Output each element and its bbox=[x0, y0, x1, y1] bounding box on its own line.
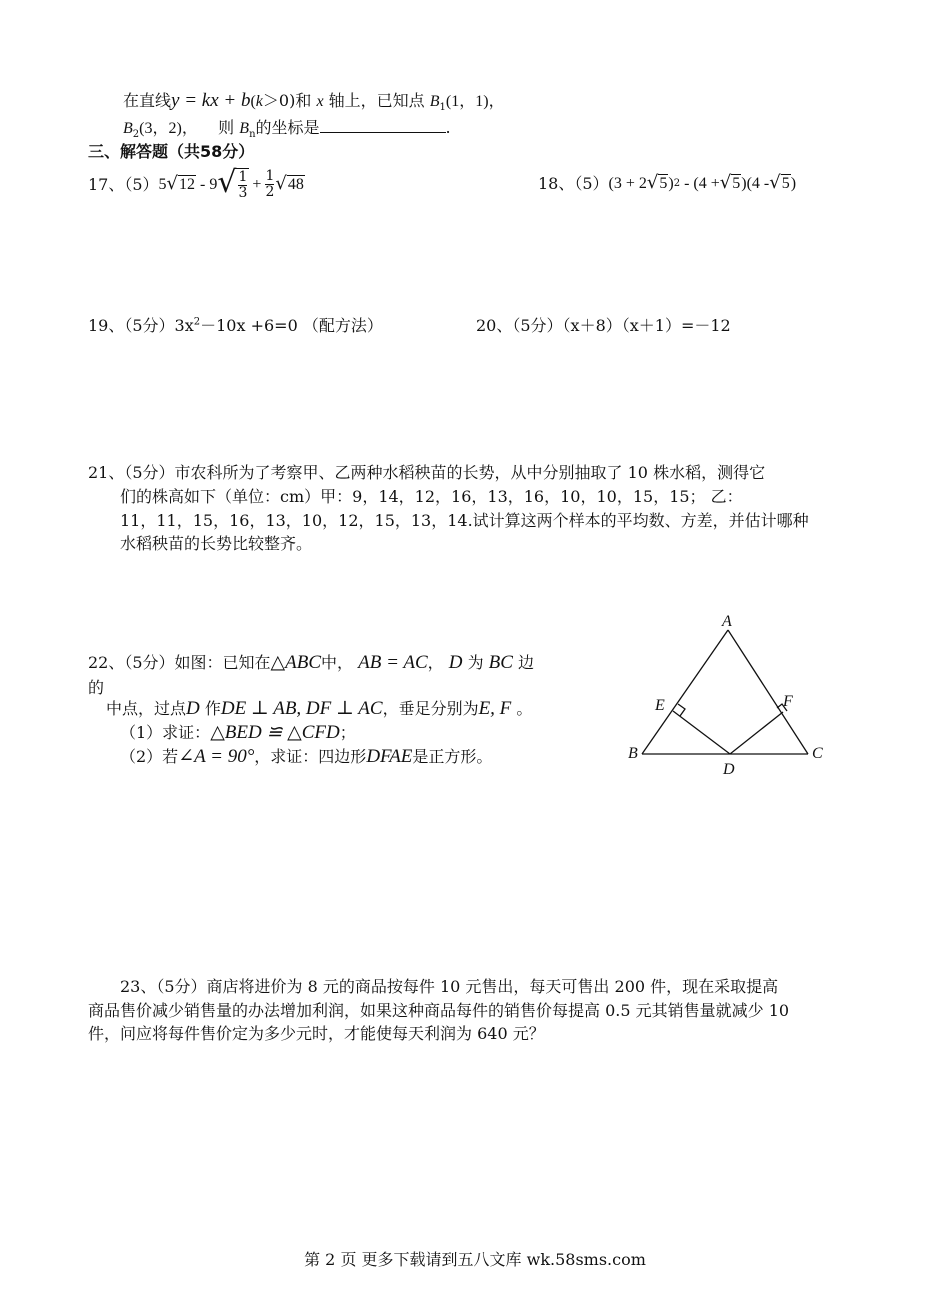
q18-sqrt-1: √ 5 bbox=[646, 172, 668, 194]
q23-line-1: 23、（5分）商店将进价为 8 元的商品按每件 10 元售出，每天可售出 200 件，现在采取提高 bbox=[120, 977, 779, 996]
q23-line-2: 商品售价减少销售量的办法增加利润，如果这种商品每件的销售价每提高 0.5 元其销售量就减少 10 bbox=[88, 1001, 790, 1020]
q17-f1-num: 1 bbox=[238, 169, 248, 185]
q18-radicand-3: 5 bbox=[781, 175, 790, 193]
q18-part-1: (3 + 2 bbox=[608, 175, 647, 192]
q22-number: 22、（5分）如图：已知在 bbox=[88, 653, 271, 672]
q18 bbox=[538, 174, 796, 193]
q17-coef-2: 9 bbox=[209, 175, 218, 193]
q18-part-3-end: ) bbox=[790, 175, 797, 192]
q22-p2-end: 是正方形。 bbox=[412, 747, 493, 766]
segment-df bbox=[730, 712, 783, 754]
q19-square: 2 bbox=[193, 316, 201, 328]
q18-square: 2 bbox=[673, 177, 681, 189]
q16-line-1 bbox=[123, 90, 505, 114]
q22-l3-d: D bbox=[186, 698, 200, 719]
q21-line-4: 水稻秧苗的长势比较整齐。 bbox=[120, 534, 313, 553]
label-a: A bbox=[722, 613, 732, 630]
q16-b2-val: (3，2)， bbox=[139, 120, 198, 137]
q18-number: 18、（5） bbox=[538, 174, 609, 193]
q18-radicand-1: 5 bbox=[659, 175, 668, 193]
triangle-figure bbox=[620, 608, 840, 788]
q18-part-2: - (4 + bbox=[684, 175, 720, 192]
q22-triangle: △ABC bbox=[270, 652, 322, 673]
q22-line-1 bbox=[88, 652, 534, 675]
q16-bn-label: B bbox=[239, 120, 250, 137]
q22-l3-c: ，垂足分别为 bbox=[382, 699, 479, 718]
q22-part-2 bbox=[120, 746, 492, 769]
q16-cond-rest: ＞0)和 bbox=[262, 91, 312, 110]
answer-blank bbox=[320, 118, 446, 133]
q20: 20、（5分）（x＋8）（x＋1）=－12 bbox=[476, 316, 731, 335]
q22-line-2: 的 bbox=[88, 678, 105, 697]
q18-part-3: )(4 - bbox=[741, 175, 770, 192]
q21-line-1: 21、（5分）市农科所为了考察甲、乙两种水稻秧苗的长势，从中分别抽取了 10 株水稻，测得它 bbox=[88, 463, 766, 482]
q16-b1-label: B bbox=[429, 93, 440, 110]
page-footer: 第 2 页 更多下载请到五八文库 wk.58sms.com bbox=[304, 1250, 646, 1269]
q22-p2-quad: DFAE bbox=[366, 746, 413, 767]
q22-p2-a: （2）若 bbox=[120, 747, 179, 766]
q16-suffix: 轴上，已知点 bbox=[328, 91, 425, 110]
segment-de bbox=[673, 711, 730, 754]
q17-number: 17、（5） bbox=[88, 174, 159, 194]
label-c: C bbox=[812, 745, 823, 762]
q17-f2-den: 2 bbox=[265, 183, 275, 200]
q22-p2-b: ，求证：四边形 bbox=[254, 747, 367, 766]
q16-end: . bbox=[445, 118, 451, 137]
q17-op-1: - bbox=[200, 175, 206, 193]
q22-p2-angle: ∠A = 90° bbox=[178, 746, 255, 767]
q16-equation: y = kx + b bbox=[171, 90, 251, 111]
q22-l3-end: 。 bbox=[516, 699, 533, 718]
q16-cond-var: k bbox=[255, 93, 263, 110]
q16-b1-sub: 1 bbox=[439, 102, 446, 114]
q22-bc: BC bbox=[488, 652, 513, 673]
q16-line-2 bbox=[123, 118, 451, 141]
label-d: D bbox=[723, 761, 735, 778]
q22-ab-ac: AB = AC bbox=[358, 652, 428, 673]
q21-line-3: 11，11，15，16，13，10，12，15，13，14.试计算这两个样本的平均数、方差，并估计哪种 bbox=[120, 511, 809, 530]
q19-rest: －10x +6=0 （配方法） bbox=[200, 316, 383, 335]
q22-comma: ， bbox=[427, 653, 444, 672]
q22-mid: 中， bbox=[321, 653, 354, 672]
q16-b1-val: (1，1)， bbox=[445, 93, 505, 110]
q17-fraction-1 bbox=[238, 170, 247, 200]
label-f: F bbox=[783, 693, 793, 710]
q16-then: 则 bbox=[218, 118, 235, 137]
q17-sqrt-1: √ 12 bbox=[166, 172, 196, 194]
q18-radicand-2: 5 bbox=[732, 175, 741, 193]
q17-sqrt-frac: √ $\frac{1}{3}$ bbox=[217, 165, 248, 201]
right-angle-mark-e bbox=[678, 704, 685, 716]
q17-f2-num: 1 bbox=[265, 168, 275, 184]
q16-axis-var: x bbox=[316, 93, 324, 110]
q22-l3-ef: E, F bbox=[478, 698, 512, 719]
q18-part-1-end: ) bbox=[668, 175, 674, 192]
q19-text: 19、（5分）3x bbox=[88, 316, 194, 335]
q18-sqrt-3: √ 5 bbox=[769, 172, 790, 194]
q22-p1-a: （1）求证： bbox=[120, 723, 211, 742]
q17 bbox=[88, 165, 305, 201]
q22-bian: 边 bbox=[518, 653, 535, 672]
q17-fraction-2 bbox=[265, 169, 274, 199]
q23-line-3: 件，问应将每件售价定为多少元时，才能使每天利润为 640 元？ bbox=[88, 1024, 545, 1043]
q22-wei: 为 bbox=[467, 653, 484, 672]
q16-bn-tail: 的坐标是 bbox=[255, 118, 320, 137]
q16-cond-open: ( bbox=[250, 93, 256, 110]
q22-l3-de-df: DE ⊥ AB, DF ⊥ AC bbox=[220, 698, 383, 719]
q22-part-1 bbox=[120, 722, 356, 745]
q21-line-2: 们的株高如下（单位：cm）甲：9，14，12，16，13，16，10，10，15，15； 乙： bbox=[120, 487, 743, 506]
q22-l3-a: 中点，过点 bbox=[106, 699, 187, 718]
q17-radicand-2: 48 bbox=[287, 175, 304, 193]
q19 bbox=[88, 316, 383, 335]
q22-d: D bbox=[448, 652, 463, 673]
q17-op-2: + bbox=[252, 175, 262, 193]
q16-b2-sub: 2 bbox=[132, 129, 140, 141]
side-ac bbox=[728, 630, 808, 754]
q17-coef-1: 5 bbox=[158, 175, 167, 193]
label-b: B bbox=[628, 745, 638, 762]
section-3-title: 三、解答题（共58分） bbox=[88, 142, 255, 161]
q18-sqrt-2: √ 5 bbox=[719, 172, 741, 194]
q16-prefix: 在直线 bbox=[123, 91, 172, 110]
q22-p1-congruence: △BED ≌ △CFD bbox=[210, 722, 340, 743]
label-e: E bbox=[655, 697, 665, 714]
q22-line-3 bbox=[106, 698, 532, 721]
q17-f1-den: 3 bbox=[238, 184, 248, 201]
q16-b2-label: B bbox=[123, 120, 133, 137]
q22-l3-b: 作 bbox=[204, 699, 221, 718]
side-ab bbox=[642, 630, 728, 754]
q17-radicand-1: 12 bbox=[179, 175, 196, 193]
q16-bn-sub: n bbox=[249, 129, 256, 141]
q17-sqrt-2: √ 48 bbox=[275, 172, 304, 194]
q22-p1-end: ； bbox=[339, 723, 356, 742]
